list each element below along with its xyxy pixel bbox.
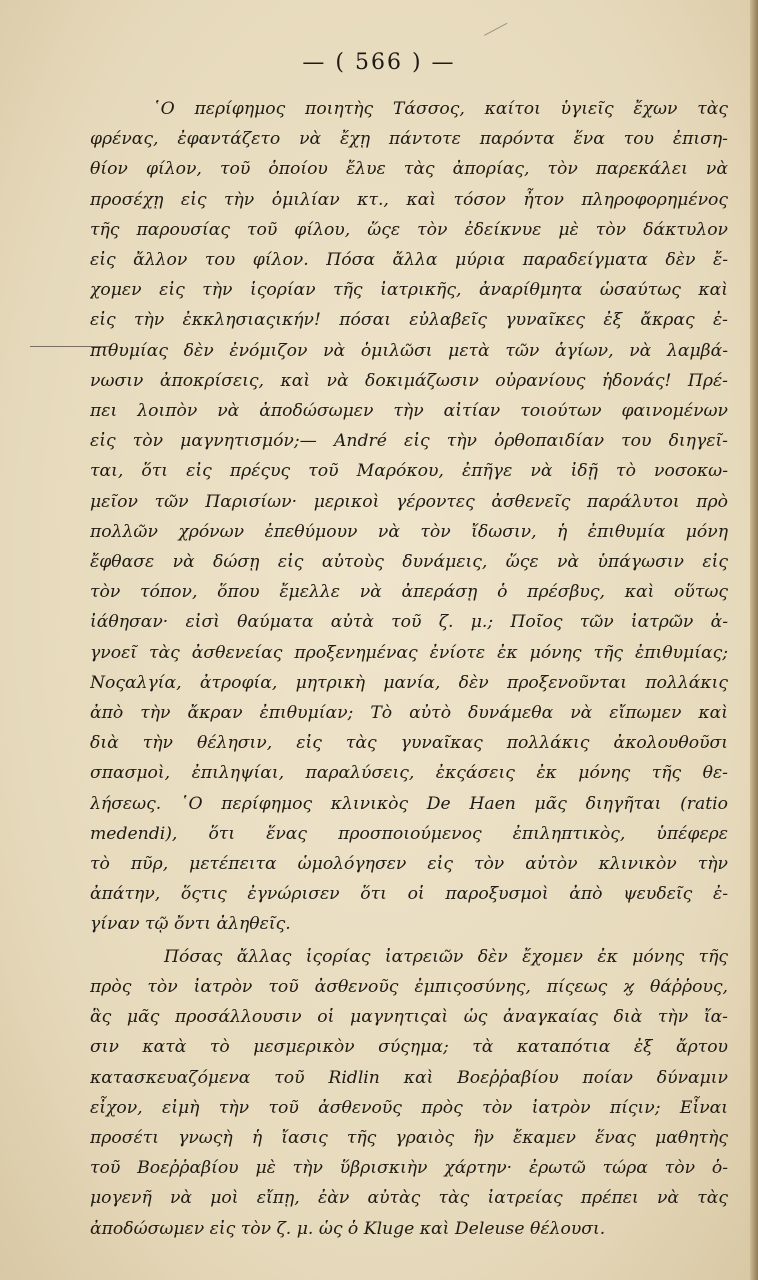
text-line: τὸ πῦρ, μετέπειτα ὡμολόγησεν εἰς τὸν αὐτὸν κλινικὸν τὴν (90, 854, 728, 875)
text-line: medendi), ὅτι ἕνας προσποιούμενος ἐπιληπτικὸς, ὑπέφερε (90, 823, 728, 844)
pencil-mark (484, 23, 514, 48)
paragraph (90, 94, 728, 940)
text-line: ται, ὅτι εἰς πρέςυς τοῦ Μαρόκου, ἐπῆγε νὰ ἰδῇ τὸ νοσοκω- (90, 461, 728, 482)
text-line: διὰ τὴν θέλησιν, εἰς τὰς γυναῖκας πολλάκις ἀκολουθοῦσι (90, 733, 728, 754)
text-line: τῆς παρουσίας τοῦ φίλου, ὥςε τὸν ἐδείκνυε μὲ τὸν δάκτυλον (90, 219, 728, 240)
text-line: μογενῆ νὰ μοὶ εἴπῃ, ἐὰν αὐτὰς τὰς ἰατρείας πρέπει νὰ τὰς (90, 1188, 728, 1209)
text-line: κατασκευαζόμενα τοῦ Ridlin καὶ Βοεῤῥαβίου ποίαν δύναμιν (90, 1067, 728, 1088)
text-line: ἔφθασε νὰ δώσῃ εἰς αὐτοὺς δυνάμεις, ὥςε νὰ ὑπάγωσιν εἰς (90, 552, 728, 573)
page-edge (750, 0, 758, 1280)
text-line: προσέτι γνωςὴ ἡ ἴασις τῆς γραιὸς ἣν ἔκαμεν ἕνας μαθητὴς (90, 1127, 728, 1148)
text-line: ἀποδώσωμεν εἰς τὸν ζ. μ. ὡς ὁ Kluge καὶ Deleuse θέλουσι. (90, 1218, 606, 1239)
text-line: Πόσας ἄλλας ἱςορίας ἰατρειῶν δὲν ἔχομεν ἐκ μόνης τῆς (164, 946, 728, 967)
text-line: μεῖον τῶν Παρισίων· μερικοὶ γέροντες ἀσθενεῖς παράλυτοι πρὸ (90, 491, 728, 512)
text-line: ῾Ο περίφημος ποιητὴς Τάσσος, καίτοι ὑγιεῖς ἔχων τὰς (152, 99, 728, 119)
text-line: γνοεῖ τὰς ἀσθενείας προξενημένας ἐνίοτε ἐκ μόνης τῆς ἐπιθυμίας; (90, 642, 728, 663)
text-line: εἰς τὴν ἐκκλησιαςικήν! πόσαι εὐλαβεῖς γυναῖκες ἐξ ἄκρας ἐ- (90, 310, 728, 331)
text-line: πολλῶν χρόνων ἐπεθύμουν νὰ τὸν ἴδωσιν, ἡ ἐπιθυμία μόνη (90, 521, 728, 542)
text-line: γίναν τῷ ὄντι ἀληθεῖς. (90, 914, 291, 935)
text-line: ἰάθησαν· εἰσὶ θαύματα αὐτὰ τοῦ ζ. μ.; Ποῖος τῶν ἰατρῶν ἀ- (90, 612, 728, 633)
text-line: ἀπὸ τὴν ἄκραν ἐπιθυμίαν; Τὸ αὐτὸ δυνάμεθα νὰ εἴπωμεν καὶ (90, 703, 728, 724)
text-line: πιθυμίας δὲν ἐνόμιζον νὰ ὁμιλῶσι μετὰ τῶν ἁγίων, νὰ λαμβά- (90, 340, 728, 361)
text-line: τοῦ Βοεῤῥαβίου μὲ τὴν ὕβρισκιὴν χάρτην· ἐρωτῶ τώρα τὸν ὁ- (90, 1158, 728, 1179)
text-line: νωσιν ἀποκρίσεις, καὶ νὰ δοκιμάζωσιν οὐρανίους ἡδονάς! Πρέ- (90, 370, 728, 391)
text-line: σιν κατὰ τὸ μεσμερικὸν σύςημα; τὰ καταπότια ἐξ ἄρτου (90, 1037, 728, 1058)
text-line: πρὸς τὸν ἰατρὸν τοῦ ἀσθενοῦς ἐμπιςοσύνης, πίςεως ϗ θάῤῥους, (90, 976, 728, 997)
body-text (90, 94, 728, 1244)
text-line: εἰς τὸν μαγνητισμόν;— André εἰς τὴν ὀρθοπαιδίαν του διηγεῖ- (90, 431, 728, 452)
text-line: εἰς ἄλλον του φίλον. Πόσα ἄλλα μύρια παραδείγματα δὲν ἔ- (90, 250, 728, 271)
text-line: Νοςαλγία, ἀτροφία, μητρικὴ μανία, δὲν προξενοῦνται πολλάκις (90, 672, 728, 693)
text-line: σπασμοὶ, ἐπιληψίαι, παραλύσεις, ἐκςάσεις ἐκ μόνης τῆς θε- (90, 763, 728, 784)
page-number-header: — ( 566 ) — (302, 50, 456, 75)
text-line: χομεν εἰς τὴν ἱςορίαν τῆς ἰατρικῆς, ἀναρίθμητα ὡσαύτως καὶ (90, 280, 728, 301)
text-line: τὸν τόπον, ὅπου ἔμελλε νὰ ἀπεράσῃ ὁ πρέσβυς, καὶ οὕτως (90, 582, 728, 603)
text-line: ἃς μᾶς προσάλλουσιν οἱ μαγνητιςαὶ ὡς ἀναγκαίας διὰ τὴν ἴα- (90, 1007, 728, 1028)
text-line: προσέχῃ εἰς τὴν ὁμιλίαν κτ., καὶ τόσον ἦτον πληροφορημένος (90, 189, 728, 210)
text-line: φρένας, ἐφαντάζετο νὰ ἔχῃ πάντοτε παρόντα ἕνα του ἐπιση- (90, 129, 728, 150)
text-line: εἶχον, εἰμὴ τὴν τοῦ ἀσθενοῦς πρὸς τὸν ἰατρὸν πίςιν; Εἶναι (90, 1097, 728, 1118)
text-line: θίον φίλον, τοῦ ὁποίου ἔλυε τὰς ἀπορίας, τὸν παρεκάλει νὰ (90, 159, 728, 180)
text-line: λήσεως. ῾Ο περίφημος κλινικὸς De Haen μᾶς διηγῆται (ratio (90, 793, 728, 814)
text-line: πει λοιπὸν νὰ ἀποδώσωμεν τὴν αἰτίαν τοιούτων φαινομένων (90, 401, 728, 422)
text-line: ἀπάτην, ὅςτις ἐγνώρισεν ὅτι οἱ παροξυσμοὶ ἀπὸ ψευδεῖς ἐ- (90, 884, 728, 905)
paragraph (90, 942, 728, 1244)
